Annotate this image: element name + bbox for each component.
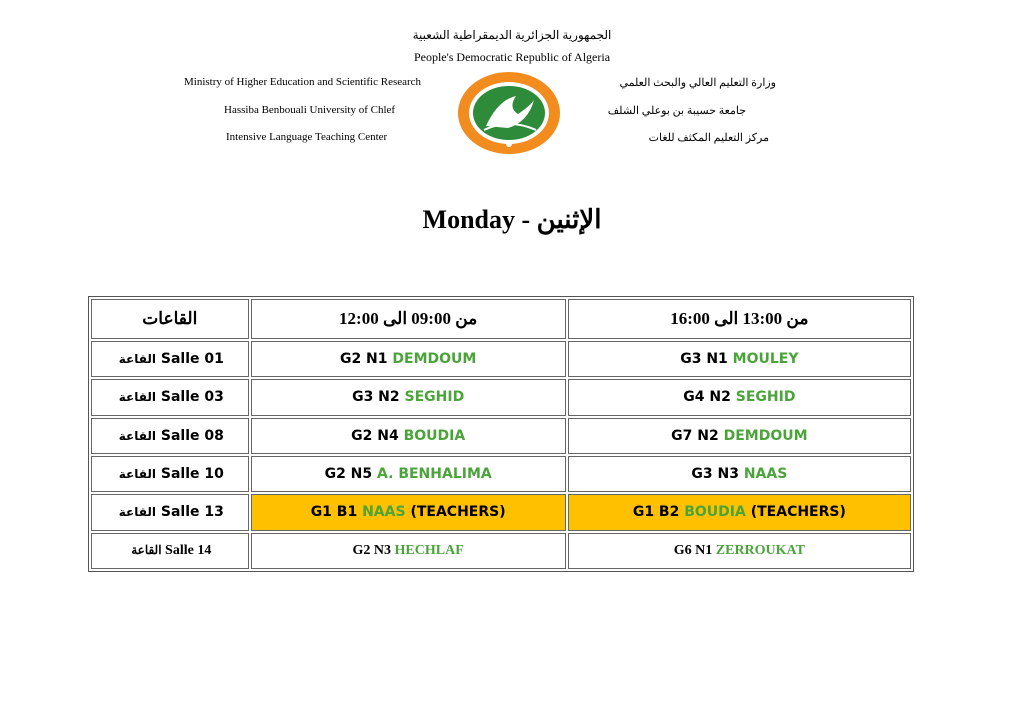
group-label: G1 B2 bbox=[632, 504, 680, 521]
room-label-ar: القاعة bbox=[118, 505, 156, 520]
university-english: Hassiba Benbouali University of Chlef bbox=[224, 104, 396, 116]
afternoon-cell bbox=[568, 418, 911, 454]
header-afternoon: من 13:00 الى 16:00 bbox=[568, 299, 911, 339]
professor-name: SEGHID bbox=[404, 389, 465, 406]
morning-cell bbox=[251, 456, 566, 492]
table-header-row bbox=[91, 299, 911, 339]
group-label: G4 N2 bbox=[683, 389, 731, 406]
room-label-ar: القاعة bbox=[131, 542, 162, 557]
room-label: Salle 13 bbox=[160, 504, 224, 521]
room-label: Salle 03 bbox=[160, 389, 224, 406]
room-label-ar: القاعة bbox=[118, 428, 156, 443]
table-row bbox=[91, 379, 911, 415]
group-label: G2 N4 bbox=[351, 427, 399, 444]
professor-name: BOUDIA bbox=[684, 504, 746, 521]
professor-name: A. BENHALIMA bbox=[377, 466, 492, 483]
room-label-ar: القاعة bbox=[118, 352, 156, 367]
afternoon-cell bbox=[568, 456, 911, 492]
room-label-ar: القاعة bbox=[118, 390, 156, 405]
morning-cell bbox=[251, 533, 566, 569]
professor-name: BOUDIA bbox=[403, 427, 466, 444]
header-morning: من 09:00 الى 12:00 bbox=[251, 299, 566, 339]
schedule-table bbox=[88, 296, 914, 572]
room-label: Salle 14 bbox=[165, 542, 212, 558]
room-cell bbox=[91, 456, 249, 492]
professor-name: ZERROUKAT bbox=[715, 542, 805, 558]
afternoon-cell bbox=[568, 341, 911, 377]
group-label: G2 N3 bbox=[352, 542, 392, 558]
room-label: Salle 10 bbox=[160, 466, 224, 483]
room-label-ar: القاعة bbox=[118, 467, 156, 482]
table-row bbox=[91, 494, 911, 530]
room-cell bbox=[91, 494, 249, 530]
professor-name: DEMDOUM bbox=[392, 351, 477, 368]
professor-name: DEMDOUM bbox=[723, 427, 808, 444]
afternoon-cell bbox=[568, 533, 911, 569]
session-note: (TEACHERS) bbox=[750, 504, 846, 521]
room-cell bbox=[91, 341, 249, 377]
group-label: G7 N2 bbox=[671, 427, 719, 444]
morning-cell-highlighted bbox=[251, 494, 566, 530]
room-cell bbox=[91, 533, 249, 569]
professor-name: HECHLAF bbox=[394, 542, 464, 558]
group-label: G3 N3 bbox=[691, 466, 739, 483]
room-label: Salle 01 bbox=[160, 351, 224, 368]
room-label: Salle 08 bbox=[160, 427, 224, 444]
republic-english: People's Democratic Republic of Algeria bbox=[413, 50, 611, 64]
center-english: Intensive Language Teaching Center bbox=[226, 131, 388, 143]
group-label: G2 N5 bbox=[324, 466, 373, 483]
group-label: G3 N1 bbox=[680, 351, 728, 368]
header-rooms: القاعات bbox=[91, 299, 249, 339]
professor-name: SEGHID bbox=[735, 389, 796, 406]
university-arabic: جامعة حسيبة بن بوعلي الشلف bbox=[607, 105, 746, 117]
center-arabic: مركز التعليم المكثف للغات bbox=[648, 132, 769, 144]
table-row bbox=[91, 533, 911, 569]
room-cell bbox=[91, 379, 249, 415]
morning-cell bbox=[251, 418, 566, 454]
professor-name: NAAS bbox=[362, 504, 406, 521]
group-label: G3 N2 bbox=[352, 389, 400, 406]
room-cell bbox=[91, 418, 249, 454]
afternoon-cell bbox=[568, 379, 911, 415]
group-label: G1 B1 bbox=[310, 504, 358, 521]
group-label: G6 N1 bbox=[673, 542, 713, 558]
ministry-english: Ministry of Higher Education and Scientific Research bbox=[184, 76, 422, 88]
table-row bbox=[91, 456, 911, 492]
ministry-arabic: وزارة التعليم العالي والبحث العلمي bbox=[619, 77, 776, 89]
afternoon-cell-highlighted bbox=[568, 494, 911, 530]
morning-cell bbox=[251, 341, 566, 377]
professor-name: NAAS bbox=[743, 466, 788, 483]
page-title: Monday - الإثنين bbox=[422, 205, 602, 234]
table-row bbox=[91, 418, 911, 454]
university-logo bbox=[456, 70, 562, 156]
group-label: G2 N1 bbox=[339, 351, 388, 368]
professor-name: MOULEY bbox=[732, 351, 799, 368]
republic-arabic: الجمهورية الجزائرية الديمقراطية الشعبية bbox=[412, 28, 612, 42]
morning-cell bbox=[251, 379, 566, 415]
table-row bbox=[91, 341, 911, 377]
session-note: (TEACHERS) bbox=[410, 504, 506, 521]
